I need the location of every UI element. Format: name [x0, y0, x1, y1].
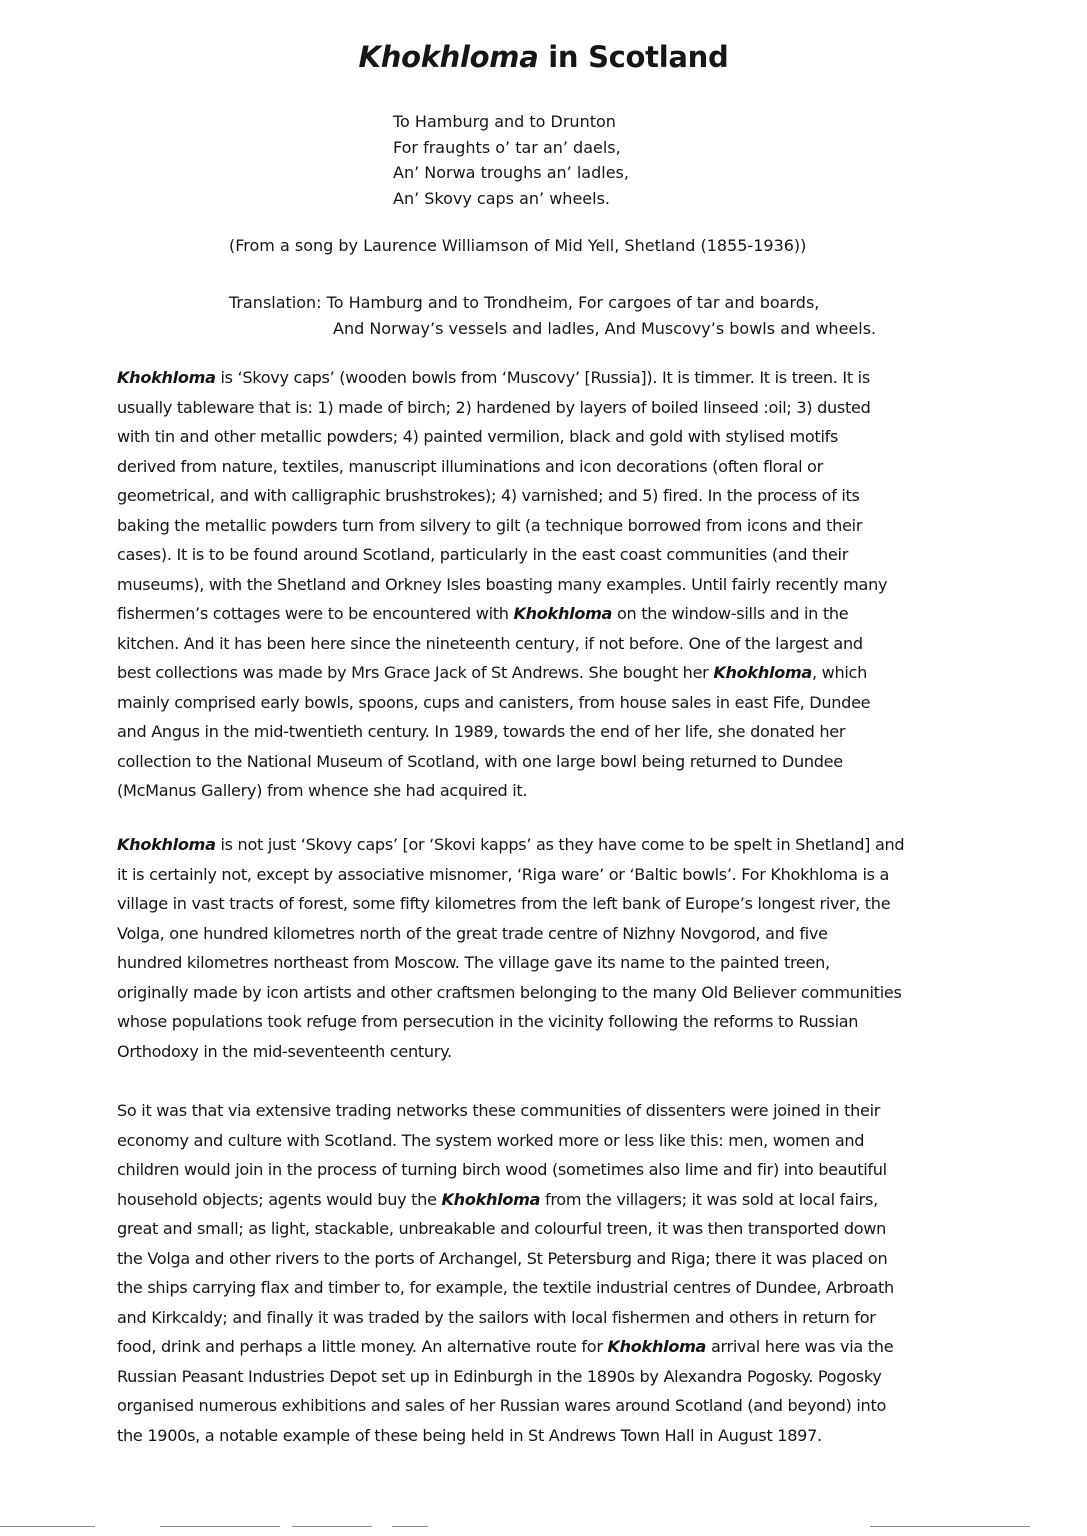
- paragraph-2: [117, 830, 977, 1066]
- text-line: [117, 1214, 977, 1244]
- verse-line: To Hamburg and to Drunton: [393, 112, 616, 131]
- text-run: baking the metallic powders turn from silvery to gilt (a technique borrowed from icons and their: [117, 515, 863, 535]
- text-run: from the villagers; it was sold at local fairs,: [540, 1189, 878, 1209]
- text-run: , which: [811, 663, 867, 682]
- text-run: derived from nature, textiles, manuscript illuminations and icon decorations (often floral or: [117, 456, 823, 476]
- text-line: [117, 658, 977, 688]
- text-line: [117, 1037, 977, 1067]
- text-line: [117, 570, 977, 600]
- text-run: food, drink and perhaps a little money. An alternative route for: [117, 1337, 608, 1356]
- text-line: [117, 1007, 977, 1037]
- paragraph-3: [117, 1096, 977, 1450]
- translation-block: [229, 290, 876, 342]
- text-run: arrival here was via the: [706, 1337, 894, 1356]
- text-run: village in vast tracts of forest, some fifty kilometres from the left bank of Europe’s longest river, the: [117, 894, 891, 913]
- scan-artifact: [160, 1526, 280, 1527]
- paragraph-1: [117, 363, 977, 806]
- text-line: [117, 1244, 977, 1274]
- text-run: and Angus in the mid-twentieth century. In 1989, towards the end of her life, she donated her: [117, 722, 846, 741]
- text-run: So it was that via extensive trading networks these communities of dissenters were joined in their: [117, 1101, 881, 1120]
- text-run: (McManus Gallery) from whence she had acquired it.: [117, 781, 528, 800]
- text-line: [117, 599, 977, 629]
- text-run: the 1900s, a notable example of these being held in St Andrews Town Hall in August 1897.: [117, 1425, 822, 1445]
- emphasis-term: Khokhloma: [513, 604, 613, 623]
- text-line: [117, 1332, 977, 1362]
- text-line: [117, 1362, 977, 1392]
- text-line: [117, 1273, 977, 1303]
- text-run: on the window-sills and in the: [612, 604, 849, 623]
- text-run: great and small; as light, stackable, unbreakable and colourful treen, it was then transported down: [117, 1219, 887, 1238]
- text-line: [117, 629, 977, 659]
- emphasis-term: Khokhloma: [441, 1189, 541, 1209]
- text-line: [117, 919, 977, 949]
- scan-artifact: [0, 1526, 95, 1527]
- text-run: children would join in the process of turning birch wood (sometimes also lime and fir) into beautiful: [117, 1160, 887, 1179]
- verse-source: (From a song by Laurence Williamson of Mid Yell, Shetland (1855-1936)): [229, 236, 807, 255]
- text-line: [117, 481, 977, 511]
- scan-artifact: [870, 1526, 1030, 1527]
- scan-artifact: [292, 1526, 372, 1527]
- text-run: and Kirkcaldy; and finally it was traded by the sailors with local fishermen and others in return for: [117, 1307, 876, 1327]
- text-run: mainly comprised early bowls, spoons, cups and canisters, from house sales in east Fife, Dundee: [117, 692, 871, 712]
- text-line: [117, 1421, 977, 1451]
- translation-line-1: Translation: To Hamburg and to Trondheim, For cargoes of tar and boards,: [229, 293, 820, 312]
- text-line: [117, 978, 977, 1008]
- text-line: [117, 422, 977, 452]
- text-line: [117, 717, 977, 747]
- text-line: [117, 948, 977, 978]
- text-line: [117, 1303, 977, 1333]
- emphasis-term: Khokhloma: [607, 1337, 707, 1356]
- emphasis-term: Khokhloma: [713, 663, 812, 682]
- scan-artifact: [392, 1526, 428, 1527]
- text-run: fishermen’s cottages were to be encountered with: [117, 604, 514, 623]
- verse-line: For fraughts o’ tar an’ daels,: [393, 137, 621, 157]
- text-line: [117, 1096, 977, 1126]
- text-line: [117, 1155, 977, 1185]
- text-run: is not just ‘Skovy caps’ [or ‘Skovi kapps’ as they have come to be spelt in Shetland] and: [215, 835, 905, 854]
- verse-line: An’ Skovy caps an’ wheels.: [393, 188, 610, 208]
- text-line: [117, 363, 977, 393]
- text-line: [117, 830, 977, 860]
- text-run: cases). It is to be found around Scotland, particularly in the east coast communities (and their: [117, 545, 849, 564]
- text-line: [117, 1391, 977, 1421]
- text-line: [117, 860, 977, 890]
- text-run: the Volga and other rivers to the ports of Archangel, St Petersburg and Riga; there it was placed on: [117, 1248, 888, 1268]
- verse-line: An’ Norwa troughs an’ ladles,: [393, 163, 629, 182]
- text-line: [117, 393, 977, 423]
- text-run: organised numerous exhibitions and sales of her Russian wares around Scotland (and beyond) into: [117, 1396, 886, 1415]
- text-line: [117, 1185, 977, 1215]
- text-run: collection to the National Museum of Scotland, with one large bowl being returned to Dundee: [117, 751, 843, 771]
- text-run: it is certainly not, except by associative misnomer, ‘Riga ware’ or ‘Baltic bowls’. For Khokhloma is a: [117, 864, 890, 884]
- page-title: [0, 40, 1087, 74]
- text-line: [117, 511, 977, 541]
- text-run: kitchen. And it has been here since the nineteenth century, if not before. One of the largest and: [117, 633, 863, 653]
- text-line: [117, 776, 977, 806]
- text-run: Orthodoxy in the mid-seventeenth century.: [117, 1041, 452, 1061]
- text-run: Russian Peasant Industries Depot set up in Edinburgh in the 1890s by Alexandra Pogosky. Pogosky: [117, 1366, 882, 1386]
- text-line: [117, 889, 977, 919]
- text-run: is ‘Skovy caps’ (wooden bowls from ‘Muscovy’ [Russia]). It is timmer. It is treen. It is: [215, 368, 870, 387]
- text-run: museums), with the Shetland and Orkney Isles boasting many examples. Until fairly recently many: [117, 574, 888, 594]
- text-line: [117, 1126, 977, 1156]
- text-line: [117, 452, 977, 482]
- text-line: [117, 540, 977, 570]
- text-run: geometrical, and with calligraphic brushstrokes); 4) varnished; and 5) fired. In the process of its: [117, 486, 860, 505]
- title-rest: in Scotland: [538, 40, 729, 74]
- text-run: Volga, one hundred kilometres north of the great trade centre of Nizhny Novgorod, and five: [117, 923, 828, 943]
- text-run: whose populations took refuge from persecution in the vicinity following the reforms to Russian: [117, 1012, 859, 1031]
- emphasis-term: Khokhloma: [117, 835, 216, 854]
- text-run: with tin and other metallic powders; 4) painted vermilion, black and gold with stylised motifs: [117, 427, 839, 446]
- title-italic-word: Khokhloma: [358, 40, 539, 74]
- verse-block: [393, 109, 629, 211]
- text-run: economy and culture with Scotland. The system worked more or less like this: men, women and: [117, 1130, 865, 1150]
- emphasis-term: Khokhloma: [117, 368, 216, 387]
- text-run: the ships carrying flax and timber to, for example, the textile industrial centres of Dundee, Arbroath: [117, 1278, 894, 1297]
- text-run: hundred kilometres northeast from Moscow. The village gave its name to the painted treen,: [117, 953, 830, 972]
- text-run: usually tableware that is: 1) made of birch; 2) hardened by layers of boiled linseed :oil; 3) dusted: [117, 397, 871, 417]
- text-line: [117, 688, 977, 718]
- translation-line-2: And Norway’s vessels and ladles, And Muscovy’s bowls and wheels.: [333, 319, 877, 338]
- text-line: [117, 747, 977, 777]
- text-run: best collections was made by Mrs Grace Jack of St Andrews. She bought her: [117, 663, 714, 682]
- text-run: household objects; agents would buy the: [117, 1189, 442, 1209]
- text-run: originally made by icon artists and other craftsmen belonging to the many Old Believer communities: [117, 982, 902, 1002]
